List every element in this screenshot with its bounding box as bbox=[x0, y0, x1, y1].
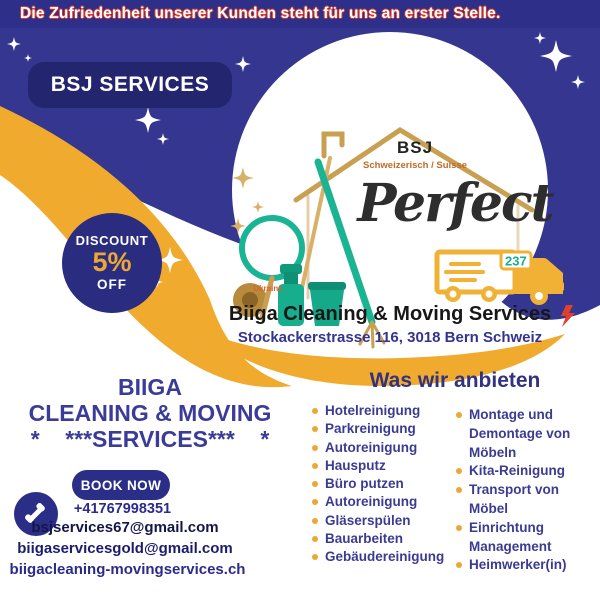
service-label: Gläserspülen bbox=[325, 512, 411, 528]
logo-initials: BSJ bbox=[396, 138, 434, 157]
info-title-line1: BIIGA bbox=[118, 374, 182, 400]
email-primary: bsjservices67@gmail.com bbox=[31, 519, 219, 536]
service-label: Einrichtung Management bbox=[469, 519, 552, 554]
bullet-icon bbox=[456, 525, 462, 531]
brand-tab bbox=[28, 62, 232, 108]
email-secondary: biigaservicesgold@gmail.com bbox=[17, 540, 233, 557]
service-label: Büro putzen bbox=[325, 476, 404, 492]
service-label: Bauarbeiten bbox=[325, 531, 404, 547]
service-item bbox=[456, 406, 588, 462]
discount-percent: 5% bbox=[92, 246, 132, 277]
service-label: Heimwerker(in) bbox=[469, 557, 567, 573]
logo-script-name: Perfect bbox=[357, 173, 553, 234]
service-label: Autoreinigung bbox=[325, 439, 418, 455]
info-title-line3: * ***SERVICES*** * bbox=[30, 426, 270, 452]
service-item bbox=[312, 457, 457, 475]
service-item bbox=[312, 548, 457, 566]
bullet-icon bbox=[312, 536, 318, 542]
bullet-icon bbox=[312, 408, 318, 414]
services-column-1 bbox=[312, 402, 457, 567]
service-item bbox=[312, 420, 457, 438]
bullet-icon bbox=[456, 412, 462, 418]
bullet-icon bbox=[312, 518, 318, 524]
bullet-icon bbox=[456, 468, 462, 474]
ukraine-flag-label: Ukraine bbox=[253, 284, 283, 293]
service-label: Hausputz bbox=[325, 457, 386, 473]
service-item bbox=[456, 481, 588, 519]
service-label: Parkreinigung bbox=[325, 421, 416, 437]
company-address: Stockackerstrasse 116, 3018 Bern Schweiz bbox=[237, 329, 543, 346]
top-banner bbox=[0, 0, 600, 28]
bullet-icon bbox=[456, 487, 462, 493]
discount-suffix: OFF bbox=[97, 276, 127, 292]
book-now-button[interactable]: BOOK NOW bbox=[72, 470, 170, 500]
company-name: Biiga Cleaning & Moving Services bbox=[228, 303, 552, 325]
bullet-icon bbox=[456, 562, 462, 568]
service-item bbox=[312, 439, 457, 457]
bullet-icon bbox=[312, 554, 318, 560]
discount-badge bbox=[62, 213, 162, 313]
service-item bbox=[312, 402, 457, 420]
brand-name: BSJ SERVICES bbox=[50, 73, 210, 96]
service-label: Montage und Demontage von Möbeln bbox=[469, 407, 571, 460]
service-item bbox=[312, 530, 457, 548]
logo-tagline: Schweizerisch / Suisse bbox=[362, 160, 468, 171]
service-label: Autoreinigung bbox=[325, 494, 418, 510]
bullet-icon bbox=[312, 426, 318, 432]
website-url: biigacleaning-movingservices.ch bbox=[9, 561, 246, 578]
discount-label: DISCOUNT bbox=[75, 232, 149, 248]
lightning-bolt-icon bbox=[560, 305, 576, 327]
bullet-icon bbox=[312, 481, 318, 487]
phone-number: +41767998351 bbox=[73, 501, 172, 517]
service-item bbox=[456, 556, 588, 575]
bullet-icon bbox=[312, 445, 318, 451]
service-item bbox=[312, 512, 457, 530]
service-item bbox=[456, 519, 588, 557]
bullet-icon bbox=[312, 463, 318, 469]
truck-number: 237 bbox=[505, 253, 527, 269]
service-item bbox=[312, 493, 457, 511]
info-title-line2: CLEANING & MOVING bbox=[28, 400, 272, 426]
services-title: Was wir anbieten bbox=[369, 369, 541, 392]
services-column-2 bbox=[456, 406, 588, 575]
bullet-icon bbox=[312, 499, 318, 505]
slogan-text: Die Zufriedenheit unserer Kunden steht für uns an erster Stelle. bbox=[20, 5, 501, 22]
service-label: Transport von Möbel bbox=[469, 482, 560, 516]
service-label: Kita-Reinigung bbox=[469, 463, 565, 479]
service-item bbox=[456, 462, 588, 481]
service-item bbox=[312, 475, 457, 493]
service-label: Hotelreinigung bbox=[325, 403, 421, 418]
service-label: Gebäudereinigung bbox=[325, 549, 445, 565]
